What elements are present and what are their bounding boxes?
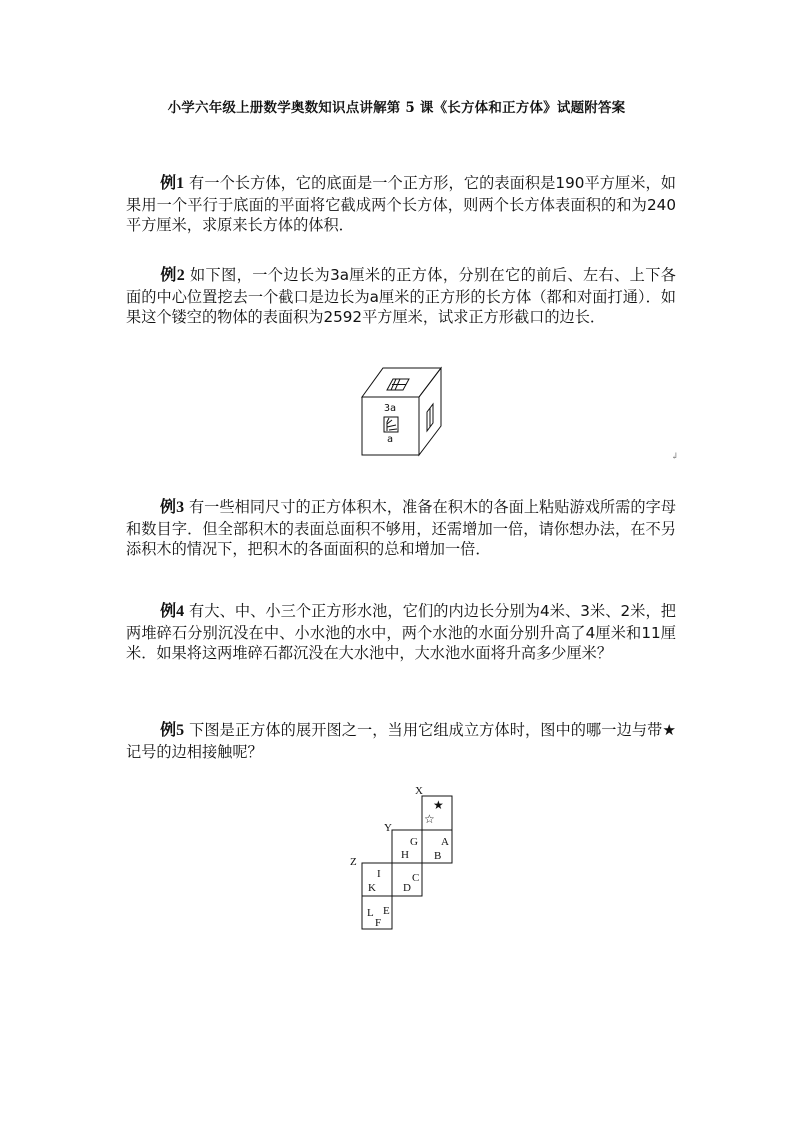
net-label-i: I	[377, 868, 381, 880]
cube-outer-label: 3a	[384, 403, 397, 414]
net-label-y: Y	[384, 822, 392, 834]
example-1-text: 有一个长方体，它的底面是一个正方形，它的表面积是190平方厘米，如果用一个平行于底面的平面将它截成两个长方体，则两个长方体表面积的和为240平方厘米，求原来长方体的体积．	[126, 174, 676, 234]
net-label-g: G	[410, 836, 418, 848]
net-label-d: D	[403, 882, 411, 894]
example-4-text: 有大、中、小三个正方形水池，它们的内边长分别为4米、3米、2米，把两堆碎石分别沉没在中、小水池的水中，两个水池的水面分别升高了4厘米和11厘米．如果将这两堆碎石都沉没在大水池中，大水池水面将升高多少厘米？	[126, 602, 676, 662]
outline-star-icon: ☆	[424, 812, 435, 826]
net-label-f: F	[375, 917, 382, 929]
net-label-a: A	[441, 836, 449, 848]
net-label-l: L	[367, 907, 374, 919]
net-label-c: C	[412, 872, 420, 884]
net-label-z: Z	[350, 856, 357, 868]
document-title: 小学六年级上册数学奥数知识点讲解第 5 课《长方体和正方体》试题附答案	[167, 100, 626, 116]
cube-inner-label: a	[387, 434, 394, 445]
example-4-label: 例4	[160, 603, 185, 620]
net-label-x: X	[415, 785, 423, 797]
net-label-k: K	[368, 882, 376, 894]
example-3-text: 有一些相同尺寸的正方体积木，准备在积木的各面上粘贴游戏所需的字母和数目字．但全部积木的表面总面积不够用，还需增加一倍，请你想办法，在不另添积木的情况下，把积木的各面面积的总和增加一倍．	[126, 498, 676, 558]
paragraph-mark: ↲	[671, 452, 679, 462]
net-label-h: H	[401, 849, 409, 861]
example-1-label: 例1	[160, 175, 185, 192]
net-label-b: B	[434, 850, 442, 862]
example-5-text: 下图是正方体的展开图之一，当用它组成立方体时，图中的哪一边与带★记号的边相接触呢？	[126, 721, 676, 761]
example-2-text: 如下图，一个边长为3a厘米的正方体，分别在它的前后、左右、上下各面的中心位置挖去一个截口是边长为a厘米的正方形的长方体（都和对面打通）．如果这个镂空的物体的表面积为2592平方厘米，试求正方形截口的边长．	[126, 266, 676, 326]
example-2-label: 例2	[160, 267, 185, 284]
net-label-e: E	[383, 905, 390, 917]
example-5-label: 例5	[160, 722, 185, 739]
example-3-label: 例3	[160, 499, 185, 516]
filled-star-icon: ★	[433, 798, 444, 812]
